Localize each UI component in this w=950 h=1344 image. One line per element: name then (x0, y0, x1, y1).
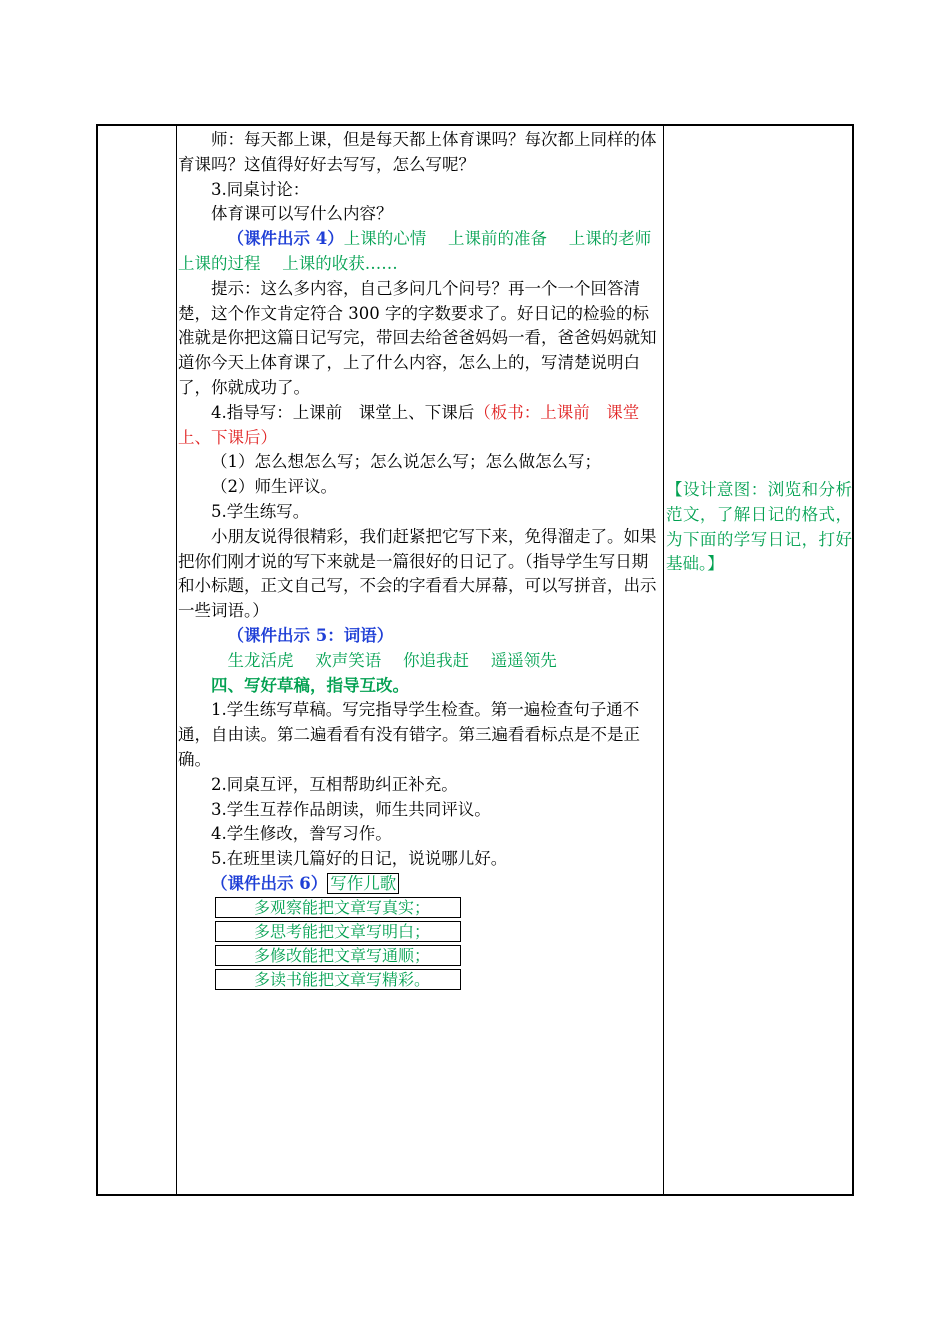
guide-write-text: 4.指导写：上课前 课堂上、下课后 (211, 402, 475, 422)
courseware-5-word: 词语） (343, 625, 394, 645)
step-guide-write (178, 401, 662, 451)
teaching-process-column (178, 128, 673, 993)
guide-point-1: （1）怎么想怎么写；怎么说怎么写；怎么做怎么写； (211, 452, 601, 472)
guide-point-2: （2）师生评议。 (211, 477, 337, 497)
courseware-4-label: （课件出示 4） (227, 229, 344, 249)
design-intent-column (666, 478, 852, 577)
courseware-6-label: （课件出示 6） (211, 873, 328, 893)
column-divider (663, 126, 664, 1194)
courseware-4 (178, 227, 673, 277)
rhyme-line: 多思考能把文章写明白； (215, 921, 461, 942)
courseware-6 (178, 872, 662, 897)
courseware-5 (178, 624, 662, 649)
design-intent-note: 【设计意图：浏览和分析范文，了解日记的格式，为下面的学写日记，打好基础。】 (666, 480, 852, 574)
courseware-5-label: （课件出示 5： (227, 625, 344, 645)
lesson-table (96, 124, 854, 1196)
draft-step-4: 4.学生修改，誊写习作。 (211, 824, 392, 844)
writing-rhyme (215, 897, 461, 990)
vocabulary-words: 生龙活虎 欢声笑语 你追我赶 遥遥领先 (227, 650, 557, 670)
rhyme-line: 多观察能把文章写真实； (215, 897, 461, 918)
draft-step-1: 1.学生练写草稿。写完指导学生检查。第一遍检查句子通不通，自由读。第二遍看看有没有错字。第三遍看看标点是不是正确。 (178, 700, 640, 769)
practice-paragraph: 小朋友说得很精彩，我们赶紧把它写下来，免得溜走了。如果把你们刚才说的写下来就是一篇很好的日记了。（指导学生写日期和小标题，正文自己写，不会的字看看大屏幕，可以写拼音，出示一些词语。） (178, 526, 657, 621)
step-practice: 5.学生练写。 (211, 501, 310, 521)
board-writing: （板书：上课前 课堂上、下课后） (178, 402, 640, 447)
courseware-4-text: 上课的心情 上课前的准备 上课的老师 上课的过程 上课的收获…… (178, 229, 673, 273)
section-heading-4: 四、写好草稿，指导互改。 (211, 675, 409, 695)
teacher-question: 师：每天都上课，但是每天都上体育课吗？每次都上同样的体育课吗？这值得好好去写写，怎么写呢？ (178, 130, 657, 174)
column-divider (176, 126, 177, 1194)
rhyme-line: 多读书能把文章写精彩。 (215, 969, 461, 990)
draft-step-3: 3.学生互荐作品朗读，师生共同评议。 (211, 799, 491, 819)
step-discussion: 3.同桌讨论： (211, 179, 310, 199)
draft-step-5: 5.在班里读几篇好的日记，说说哪儿好。 (211, 849, 508, 869)
rhyme-title: 写作儿歌 (327, 873, 399, 894)
discussion-question: 体育课可以写什么内容？ (211, 204, 393, 224)
hint-paragraph: 提示：这么多内容，自己多问几个问号？再一个一个回答清楚，这个作文肯定符合 300 字的字数要求了。好日记的检验的标准就是你把这篇日记写完，带回去给爸爸妈妈一看，爸爸妈妈就知道你今天上体育课了，上了什么内容，怎么上的，写清楚说明白了，你就成功了。 (178, 278, 657, 397)
draft-step-2: 2.同桌互评，互相帮助纠正补充。 (211, 774, 458, 794)
rhyme-line: 多修改能把文章写通顺； (215, 945, 461, 966)
